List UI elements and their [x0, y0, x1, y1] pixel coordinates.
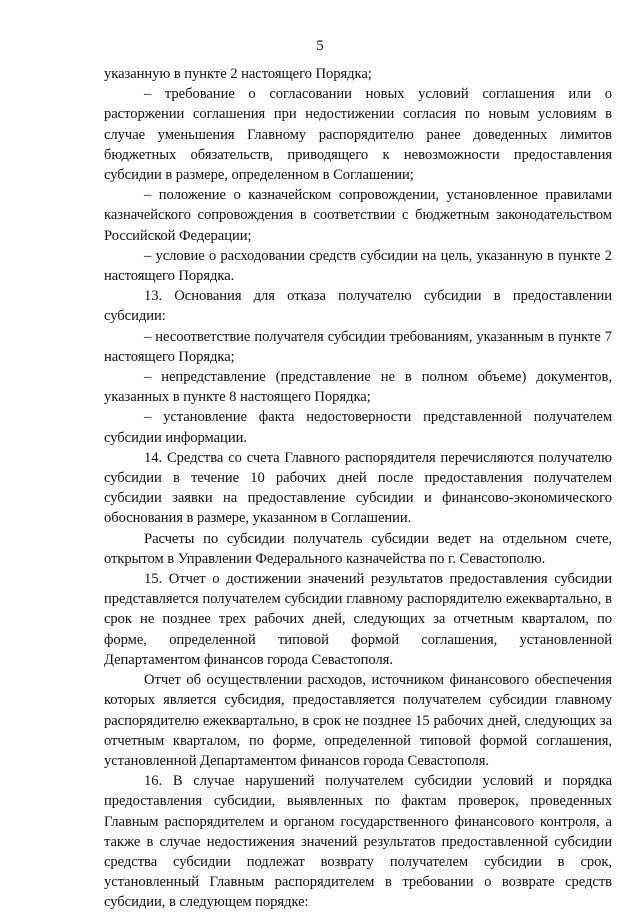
paragraph: – несоответствие получателя субсидии требованиям, указанным в пункте 7 настоящего Порядка;: [104, 328, 612, 365]
paragraph: – положение о казначейском сопровождении, установленное правилами казначейского сопровождения в соответствии с бюджетным законодательством Российской Федерации;: [104, 187, 612, 244]
page-number: 5: [316, 38, 324, 54]
paragraph: указанную в пункте 2 настоящего Порядка;: [104, 66, 372, 82]
paragraph: 13. Основания для отказа получателю субсидии в предоставлении субсидии:: [104, 288, 612, 325]
paragraph: – условие о расходовании средств субсидии на цель, указанную в пункте 2 настоящего Порядка.: [104, 247, 612, 285]
paragraph: – установление факта недостоверности представленной получателем субсидии информации.: [104, 409, 612, 446]
paragraph: – непредставление (представление не в полном объеме) документов, указанных в пункте 8 настоящего Порядка;: [104, 369, 612, 406]
paragraph: Отчет об осуществлении расходов, источником финансового обеспечения которых является субсидия, предоставляется получателем субсидии главному распорядителю ежеквартально, в срок не позднее 15 рабочих дней, следующих за отчетным кварталом, по форме, определенной типовой формой соглашения, установленной Департаментом финансов города Севастополя.: [104, 672, 612, 769]
paragraph: – требование о согласовании новых условий соглашения или о расторжении соглашения при недостижении согласия по новым условиям в случае уменьшения Главному распорядителю ранее доведенных лимитов бюджетных обязательств, приводящего к невозможности предоставления субсидии в размере, определенном в Соглашении;: [104, 86, 612, 184]
paragraph: 16. В случае нарушений получателем субсидии условий и порядка предоставления субсидии, выявленных по фактам проверок, проведенных Главным распорядителем и органом государственного финансового контроля, а также в случае недостижения значений результатов предоставленной субсидии средства субсидии подлежат возврату получателем субсидии в срок, установленный Главным распорядителем в требовании о возврате средств субсидии, в следующем порядке:: [104, 773, 612, 911]
document-body: [104, 64, 612, 913]
paragraph: 14. Средства со счета Главного распорядителя перечисляются получателю субсидии в течение 10 рабочих дней после предоставления получателем субсидии заявки на предоставление субсидии и финансово-экономического обоснования в размере, указанном в Соглашении.: [104, 449, 612, 527]
paragraph: 15. Отчет о достижении значений результатов предоставления субсидии представляется получателем субсидии главному распорядителю ежеквартально, в срок не позднее трех рабочих дней, следующих за отчетным кварталом, по форме, определенной типовой формой соглашения, установленной Департаментом финансов города Севастополя.: [104, 571, 612, 668]
paragraph: Расчеты по субсидии получатель субсидии ведет на отдельном счете, открытом в Управлении Федерального казначейства по г. Севастополю.: [104, 530, 612, 567]
